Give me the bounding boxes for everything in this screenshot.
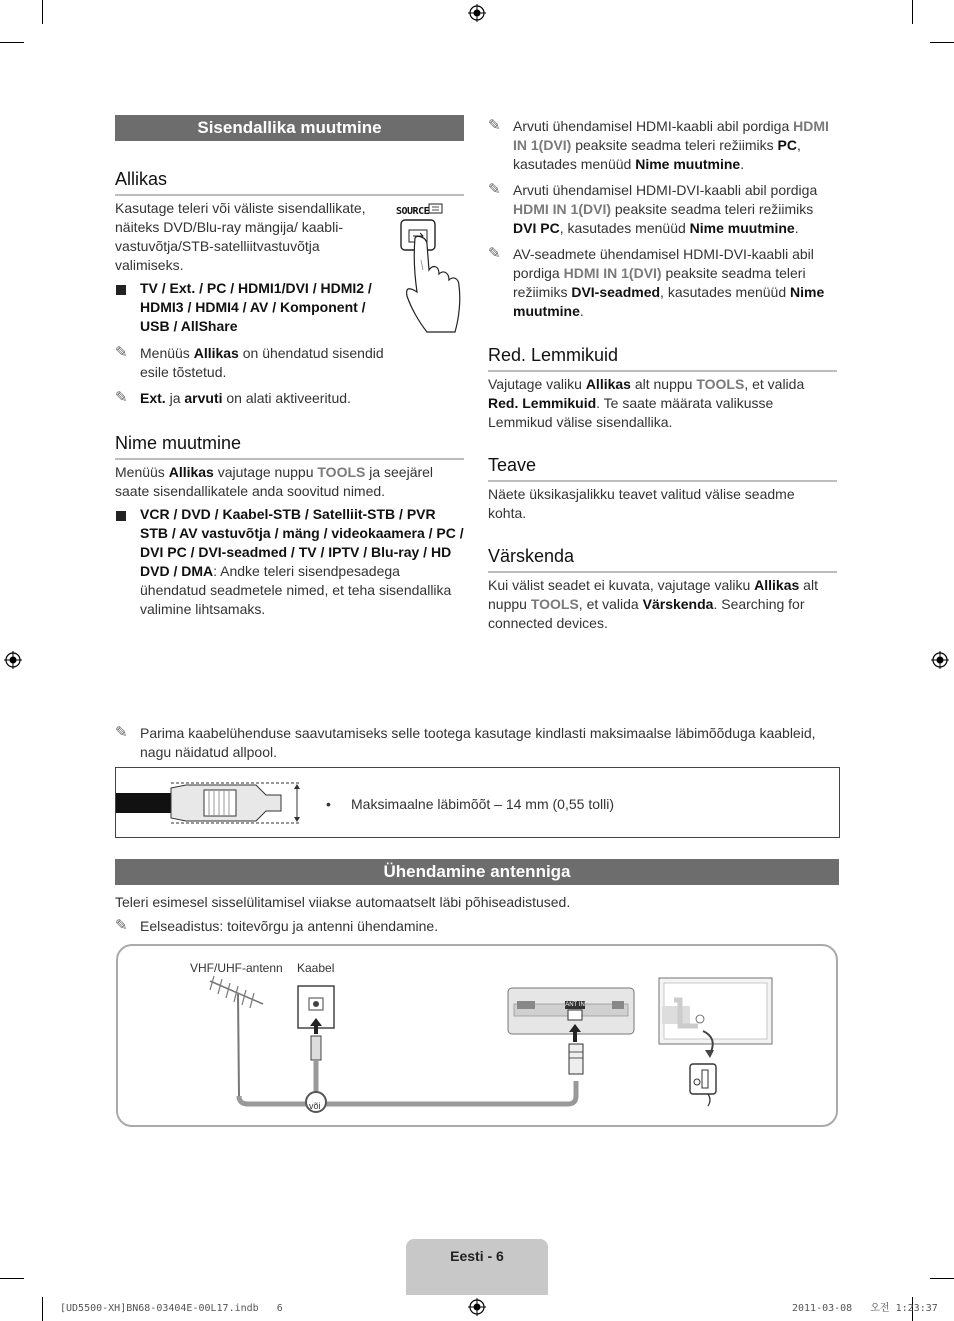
section-title-input-source: Sisendallika muutmine xyxy=(115,115,464,141)
right-note-2: Arvuti ühendamisel HDMI-DVI-kaabli abil pordiga HDMI IN 1(DVI) peaksite seadma teleri režiimiks DVI PC, kasutades menüüd Nime muutmine. xyxy=(513,182,818,236)
cable-diameter-text: Maksimaalne läbimõõt – 14 mm (0,55 tolli) xyxy=(351,796,614,812)
coax-cable-icon xyxy=(116,768,316,837)
right-note-1: Arvuti ühendamisel HDMI-kaabli abil pordiga HDMI IN 1(DVI) peaksite seadma teleri režiimiks PC, kasutades menüüd Nime muutmine. xyxy=(513,118,829,172)
label-cable: Kaabel xyxy=(297,961,335,975)
note-pencil-icon: ✎ xyxy=(488,117,501,134)
registration-mark-icon xyxy=(468,4,486,22)
nime-intro: Menüüs Allikas vajutage nuppu TOOLS ja seejärel saate sisendallikatele anda soovitud nimed. xyxy=(115,464,434,499)
crop-mark xyxy=(42,1297,43,1321)
note-pencil-icon: ✎ xyxy=(115,724,128,741)
right-note-3: AV-seadmete ühendamisel HDMI-DVI-kaabli abil pordiga HDMI IN 1(DVI) peaksite seadma teleri režiimiks DVI-seadmed, kasutades menüüd Nime muutmine. xyxy=(513,246,825,319)
antenna-diagram xyxy=(116,944,838,1127)
cable-note: Parima kaabelühenduse saavutamiseks selle tootega kasutage kindlasti maksimaalse läbimõõduga kaableid, nagu näidatud allpool. xyxy=(140,725,816,760)
crop-mark xyxy=(0,42,24,43)
remote-source-hand-icon xyxy=(393,200,465,338)
allikas-note-1: Menüüs Allikas on ühendatud sisendid esile tõstetud. xyxy=(140,345,384,380)
heading-varskenda: Värskenda xyxy=(488,545,837,573)
page-number: Eesti - 6 xyxy=(450,1248,504,1264)
label-ant-in: ANT IN xyxy=(565,1002,585,1008)
note-pencil-icon: ✎ xyxy=(115,389,128,406)
heading-teave: Teave xyxy=(488,454,837,482)
heading-allikas: Allikas xyxy=(115,168,464,196)
footer-date: 2011-03-08 오전 1:23:37 xyxy=(792,1303,938,1314)
heading-nime-muutmine: Nime muutmine xyxy=(115,432,464,460)
crop-mark xyxy=(930,1278,954,1279)
wall-socket-icon xyxy=(298,986,334,1094)
note-pencil-icon: ✎ xyxy=(488,181,501,198)
label-or: või xyxy=(309,1101,321,1111)
allikas-note-2: Ext. ja arvuti on alati aktiveeritud. xyxy=(140,390,351,406)
registration-mark-icon xyxy=(468,1298,486,1316)
allikas-intro: Kasutage teleri või väliste sisendallikate, näiteks DVD/Blu-ray mängija/ kaablivastuvõtja/STB-satelliitvastuvõtja valimiseks. xyxy=(115,200,366,273)
red-lemmikuid-text: Vajutage valiku Allikas alt nuppu TOOLS, et valida Red. Lemmikuid. Te saate määrata valikusse Lemmikud välise sisendallika. xyxy=(488,376,805,430)
note-pencil-icon: ✎ xyxy=(488,245,501,262)
bullet-square-icon xyxy=(116,285,126,295)
teave-text: Näete üksikasjalikku teavet valitud välise seadme kohta. xyxy=(488,486,795,521)
footer-file-name: [UD5500-XH]BN68-03404E-00L17.indb 6 xyxy=(60,1303,283,1314)
antenna-intro: Teleri esimesel sisselülitamisel viiakse automaatselt läbi põhiseadistused. xyxy=(115,894,571,910)
source-button-label: SOURCE xyxy=(396,206,430,217)
heading-red-lemmikuid: Red. Lemmikuid xyxy=(488,344,837,372)
varskenda-text: Kui välist seadet ei kuvata, vajutage valiku Allikas alt nuppu TOOLS, et valida Värskenda. Searching for connected devices. xyxy=(488,577,818,631)
section-title-antenna: Ühendamine antenniga xyxy=(115,859,839,885)
antenna-icon xyxy=(210,976,263,1096)
antenna-note: Eelseadistus: toitevõrgu ja antenni ühendamine. xyxy=(140,918,439,934)
cable-diameter-box xyxy=(115,767,840,838)
label-antenna: VHF/UHF-antenn xyxy=(190,961,283,975)
crop-mark xyxy=(930,42,954,43)
nime-list-item: VCR / DVD / Kaabel-STB / Satelliit-STB / PVR STB / AV vastuvõtja / mäng / videokaamera / PC / DVI PC / DVI-seadmed / TV / IPTV / Blu-ray / HD DVD / DMA: Andke teleri sisendpesadega ühendatud seadmetele nimed, et teha sisendallika valimine lihtsamaks. xyxy=(140,506,464,617)
registration-mark-icon xyxy=(4,651,22,669)
crop-mark xyxy=(42,0,43,24)
bullet-dot-icon: • xyxy=(326,796,331,812)
crop-mark xyxy=(0,1278,24,1279)
note-pencil-icon: ✎ xyxy=(115,917,128,934)
crop-mark xyxy=(912,0,913,24)
bullet-square-icon xyxy=(116,511,126,521)
source-list-item: TV / Ext. / PC / HDMI1/DVI / HDMI2 / HDMI3 / HDMI4 / AV / Komponent / USB / AllShare xyxy=(140,280,372,334)
note-pencil-icon: ✎ xyxy=(115,344,128,361)
registration-mark-icon xyxy=(931,651,949,669)
